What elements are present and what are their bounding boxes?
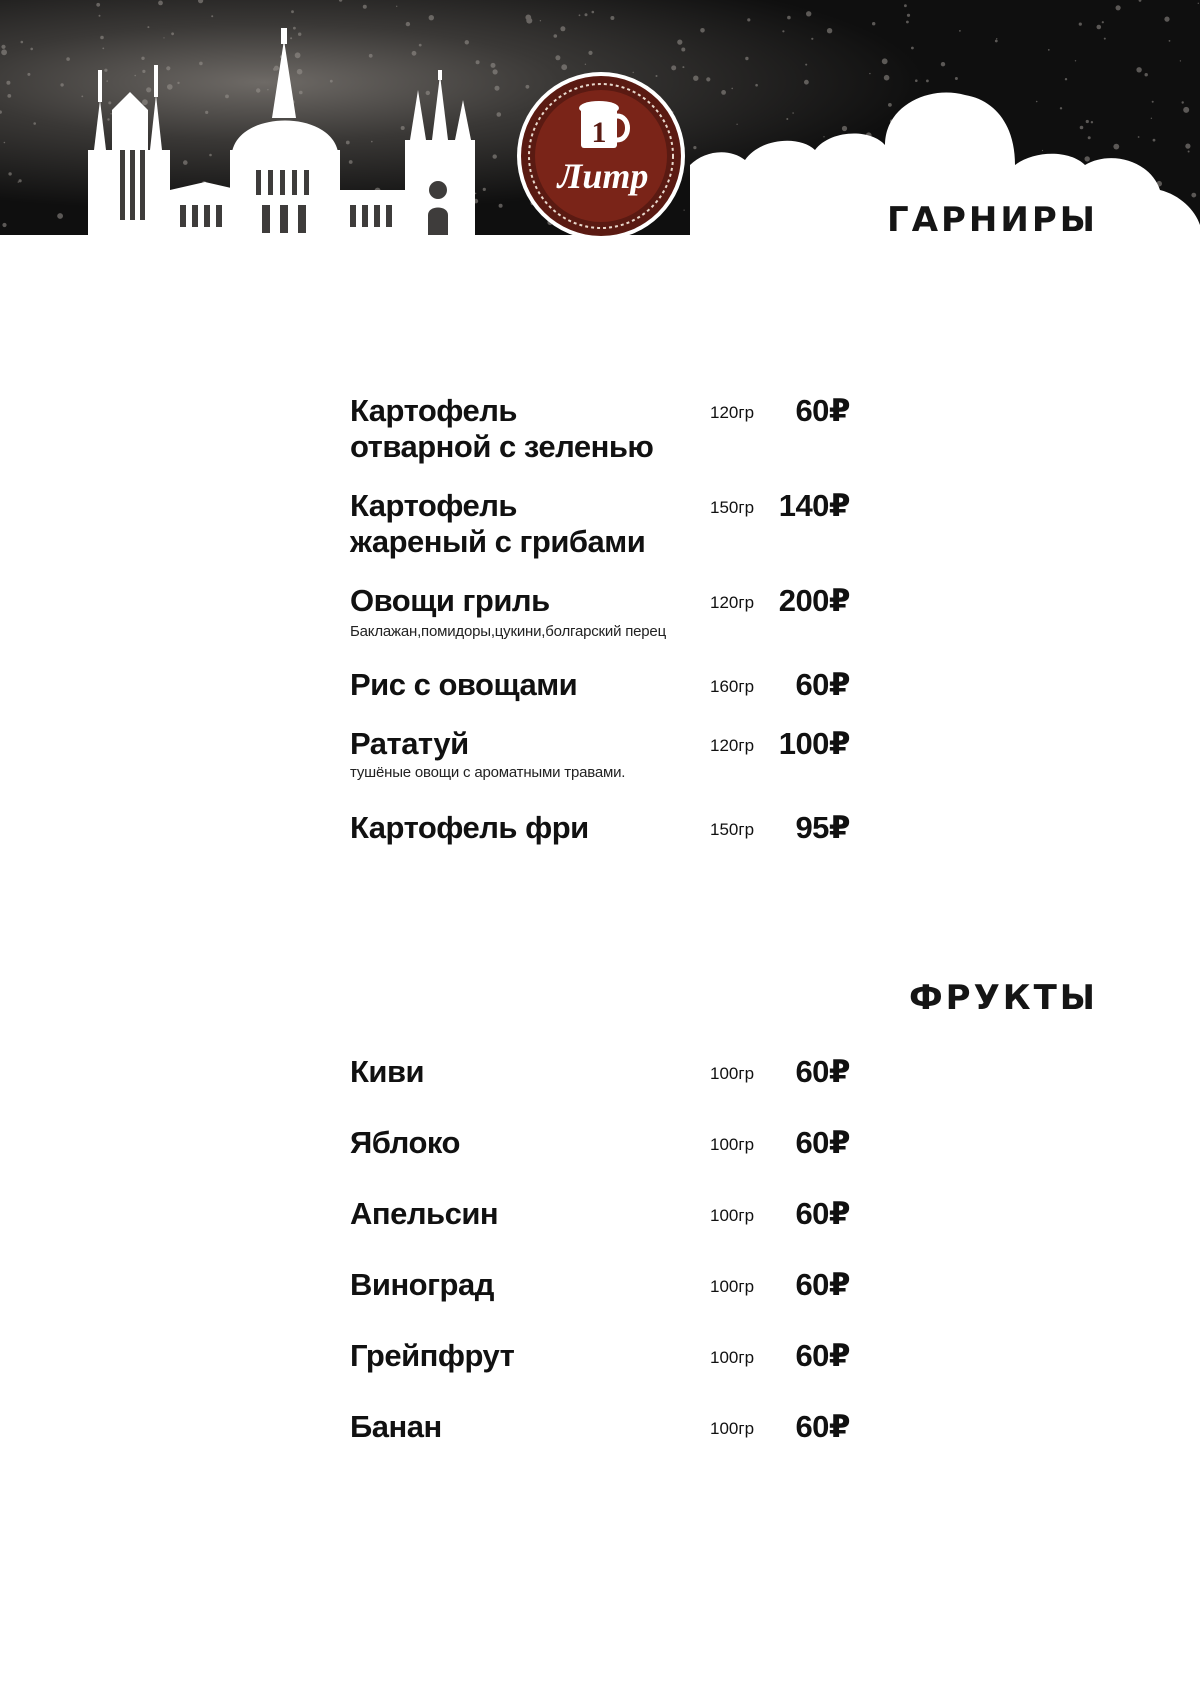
item-name: Овощи гриль [350,583,550,618]
item-name: Виноград [350,1267,494,1302]
item-name: Апельсин [350,1196,499,1231]
item-weight: 150гр [710,820,755,839]
item-price: 60₽ [795,1409,850,1444]
item-name: Банан [350,1409,442,1444]
item-price: 60₽ [795,1196,850,1231]
item-description: тушёные овощи с ароматными травами. [350,764,626,781]
item-weight: 100гр [710,1419,755,1438]
item-name: Яблоко [350,1125,460,1160]
item-price: 60₽ [795,1054,850,1089]
item-weight: 120гр [710,403,755,422]
brand-logo [515,70,687,242]
item-weight: 120гр [710,593,755,612]
logo-number: 1 [591,116,607,149]
item-name: Рис с овощами [350,667,578,702]
item-price: 60₽ [795,1125,850,1160]
item-weight: 150гр [710,498,755,517]
item-weight: 100гр [710,1135,755,1154]
item-price: 200₽ [778,583,850,618]
item-price: 60₽ [795,1267,850,1302]
item-price: 60₽ [795,393,850,428]
item-weight: 120гр [710,736,755,755]
item-name: Грейпфрут [350,1338,515,1373]
item-price: 60₽ [795,1338,850,1373]
item-price: 95₽ [795,810,850,845]
item-name: Киви [350,1054,425,1089]
item-weight: 100гр [710,1348,755,1367]
item-name: Картофель отварной с зеленью [350,393,654,464]
item-price: 60₽ [795,667,850,702]
item-weight: 100гр [710,1277,755,1296]
item-description: Баклажан,помидоры,цукини,болгарский перец [350,623,666,640]
item-weight: 100гр [710,1206,755,1225]
item-price: 100₽ [778,726,850,761]
item-name: Картофель жареный с грибами [350,488,646,559]
item-name: Картофель фри [350,810,589,845]
item-price: 140₽ [778,488,850,523]
section-title-fruits: ФРУКТЫ [908,978,1098,1018]
section-title-garnish: ГАРНИРЫ [887,200,1098,240]
item-weight: 160гр [710,677,755,696]
item-weight: 100гр [710,1064,755,1083]
logo-wordmark: Литр [557,156,649,196]
item-name: Рататуй [350,726,469,761]
